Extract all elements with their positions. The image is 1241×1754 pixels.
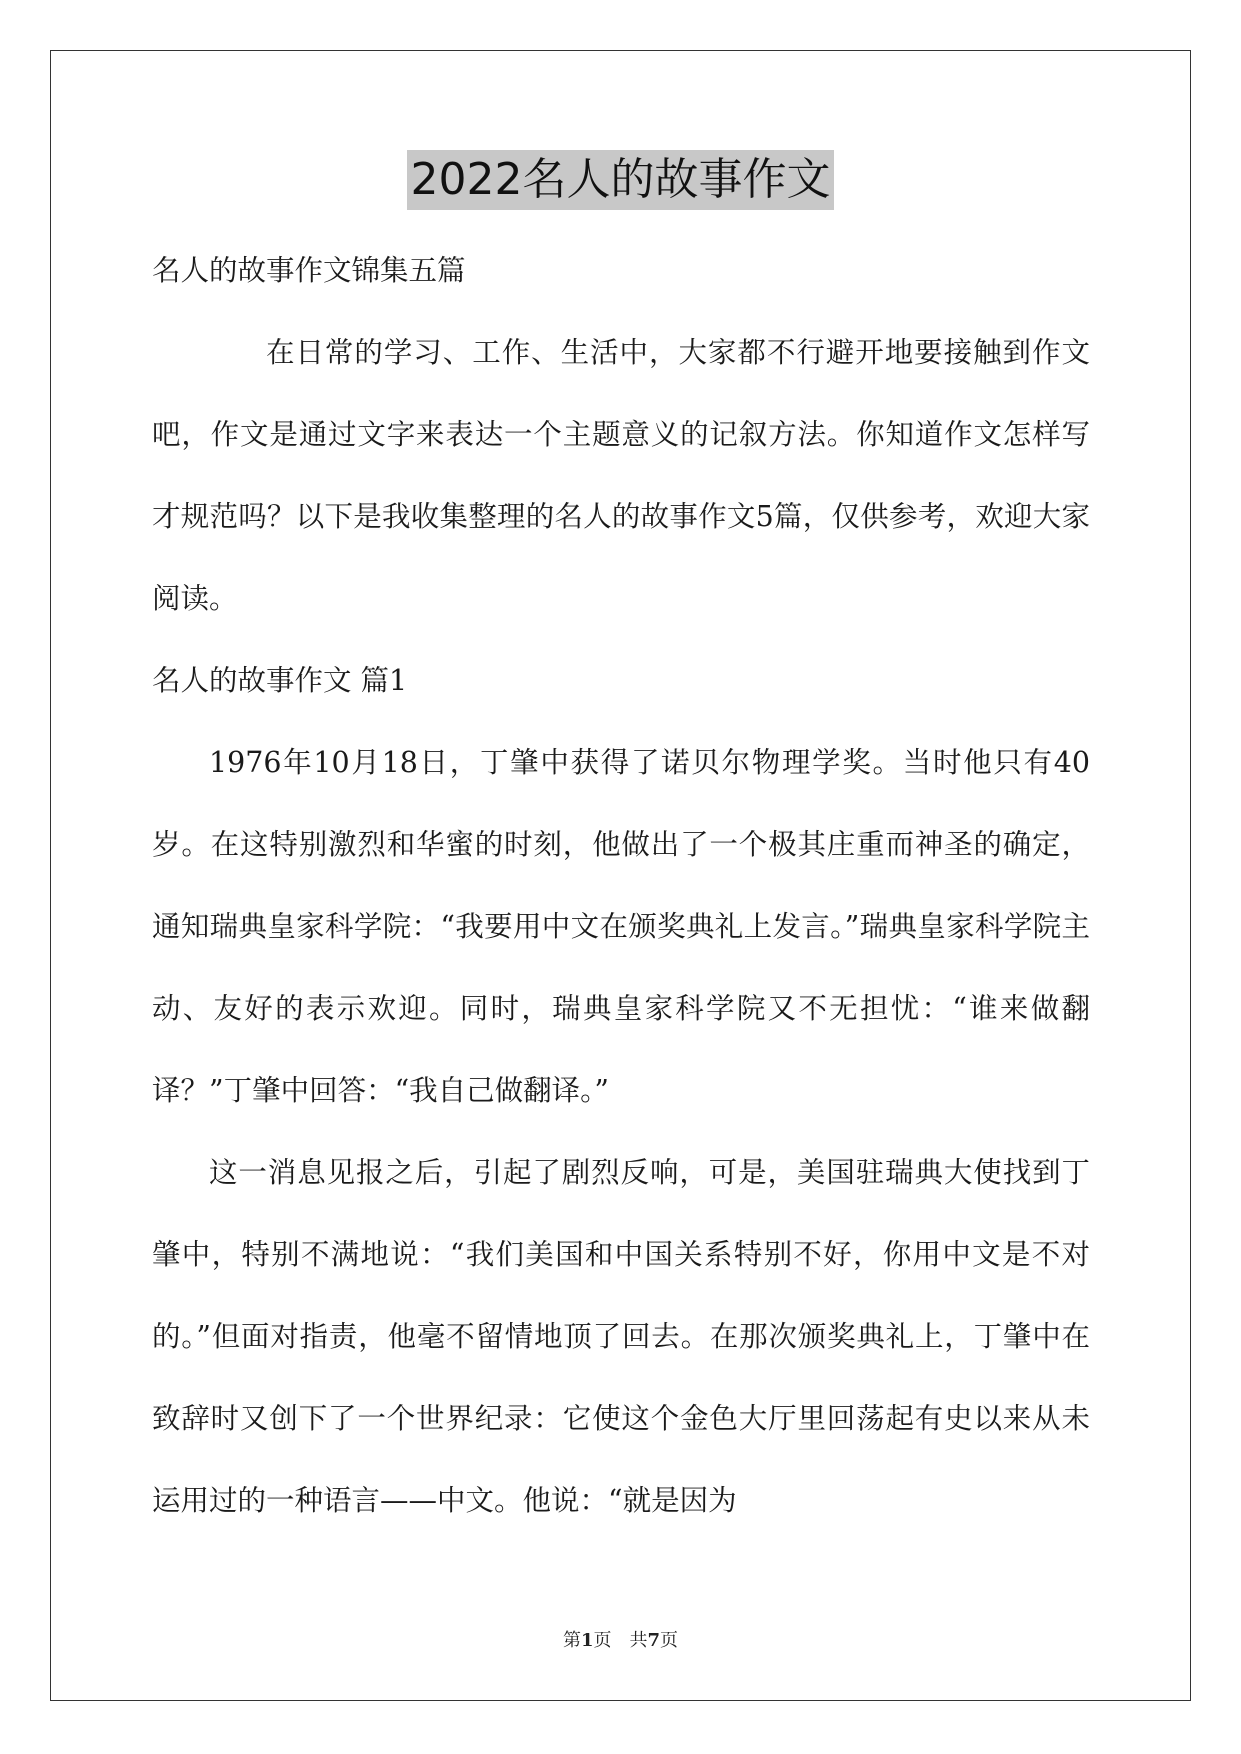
body-paragraph-2: 这一消息见报之后，引起了剧烈反响，可是，美国驻瑞典大使找到丁肇中，特别不满地说：“我们美国和中国关系特别不好，你用中文是不对的。”但面对指责，他毫不留情地顶了回去。在那次颁奖典礼上，丁肇中在致辞时又创下了一个世界纪录：它使这个金色大厅里回荡起有史以来从未运用过的一种语言——中文。他说：“就是因为 xyxy=(152,1156,1090,1517)
document-body xyxy=(152,230,1090,1542)
document-subtitle: 名人的故事作文锦集五篇 xyxy=(152,254,466,287)
page-mid: 页 共 xyxy=(593,1630,648,1651)
page-footer xyxy=(0,1626,1241,1652)
intro-paragraph: 在日常的学习、工作、生活中，大家都不行避开地要接触到作文吧，作文是通过文字来表达一个主题意义的记叙方法。你知道作文怎样写才规范吗？以下是我收集整理的名人的故事作文5篇，仅供参考，欢迎大家阅读。 xyxy=(152,336,1090,615)
page-current: 1 xyxy=(580,1630,594,1651)
section-heading: 名人的故事作文 篇1 xyxy=(152,664,408,697)
page-prefix: 第 xyxy=(562,1630,581,1651)
body-paragraph-1: 1976年10月18日，丁肇中获得了诺贝尔物理学奖。当时他只有40岁。在这特别激烈和华蜜的时刻，他做出了一个极其庄重而神圣的确定，通知瑞典皇家科学院：“我要用中文在颁奖典礼上发言。”瑞典皇家科学院主动、友好的表示欢迎。同时，瑞典皇家科学院又不无担忧：“谁来做翻译？”丁肇中回答：“我自己做翻译。” xyxy=(152,746,1090,1107)
page-suffix: 页 xyxy=(660,1630,679,1651)
document-title: 2022名人的故事作文 xyxy=(407,150,835,210)
page-total: 7 xyxy=(647,1630,661,1651)
title-block xyxy=(0,150,1241,210)
